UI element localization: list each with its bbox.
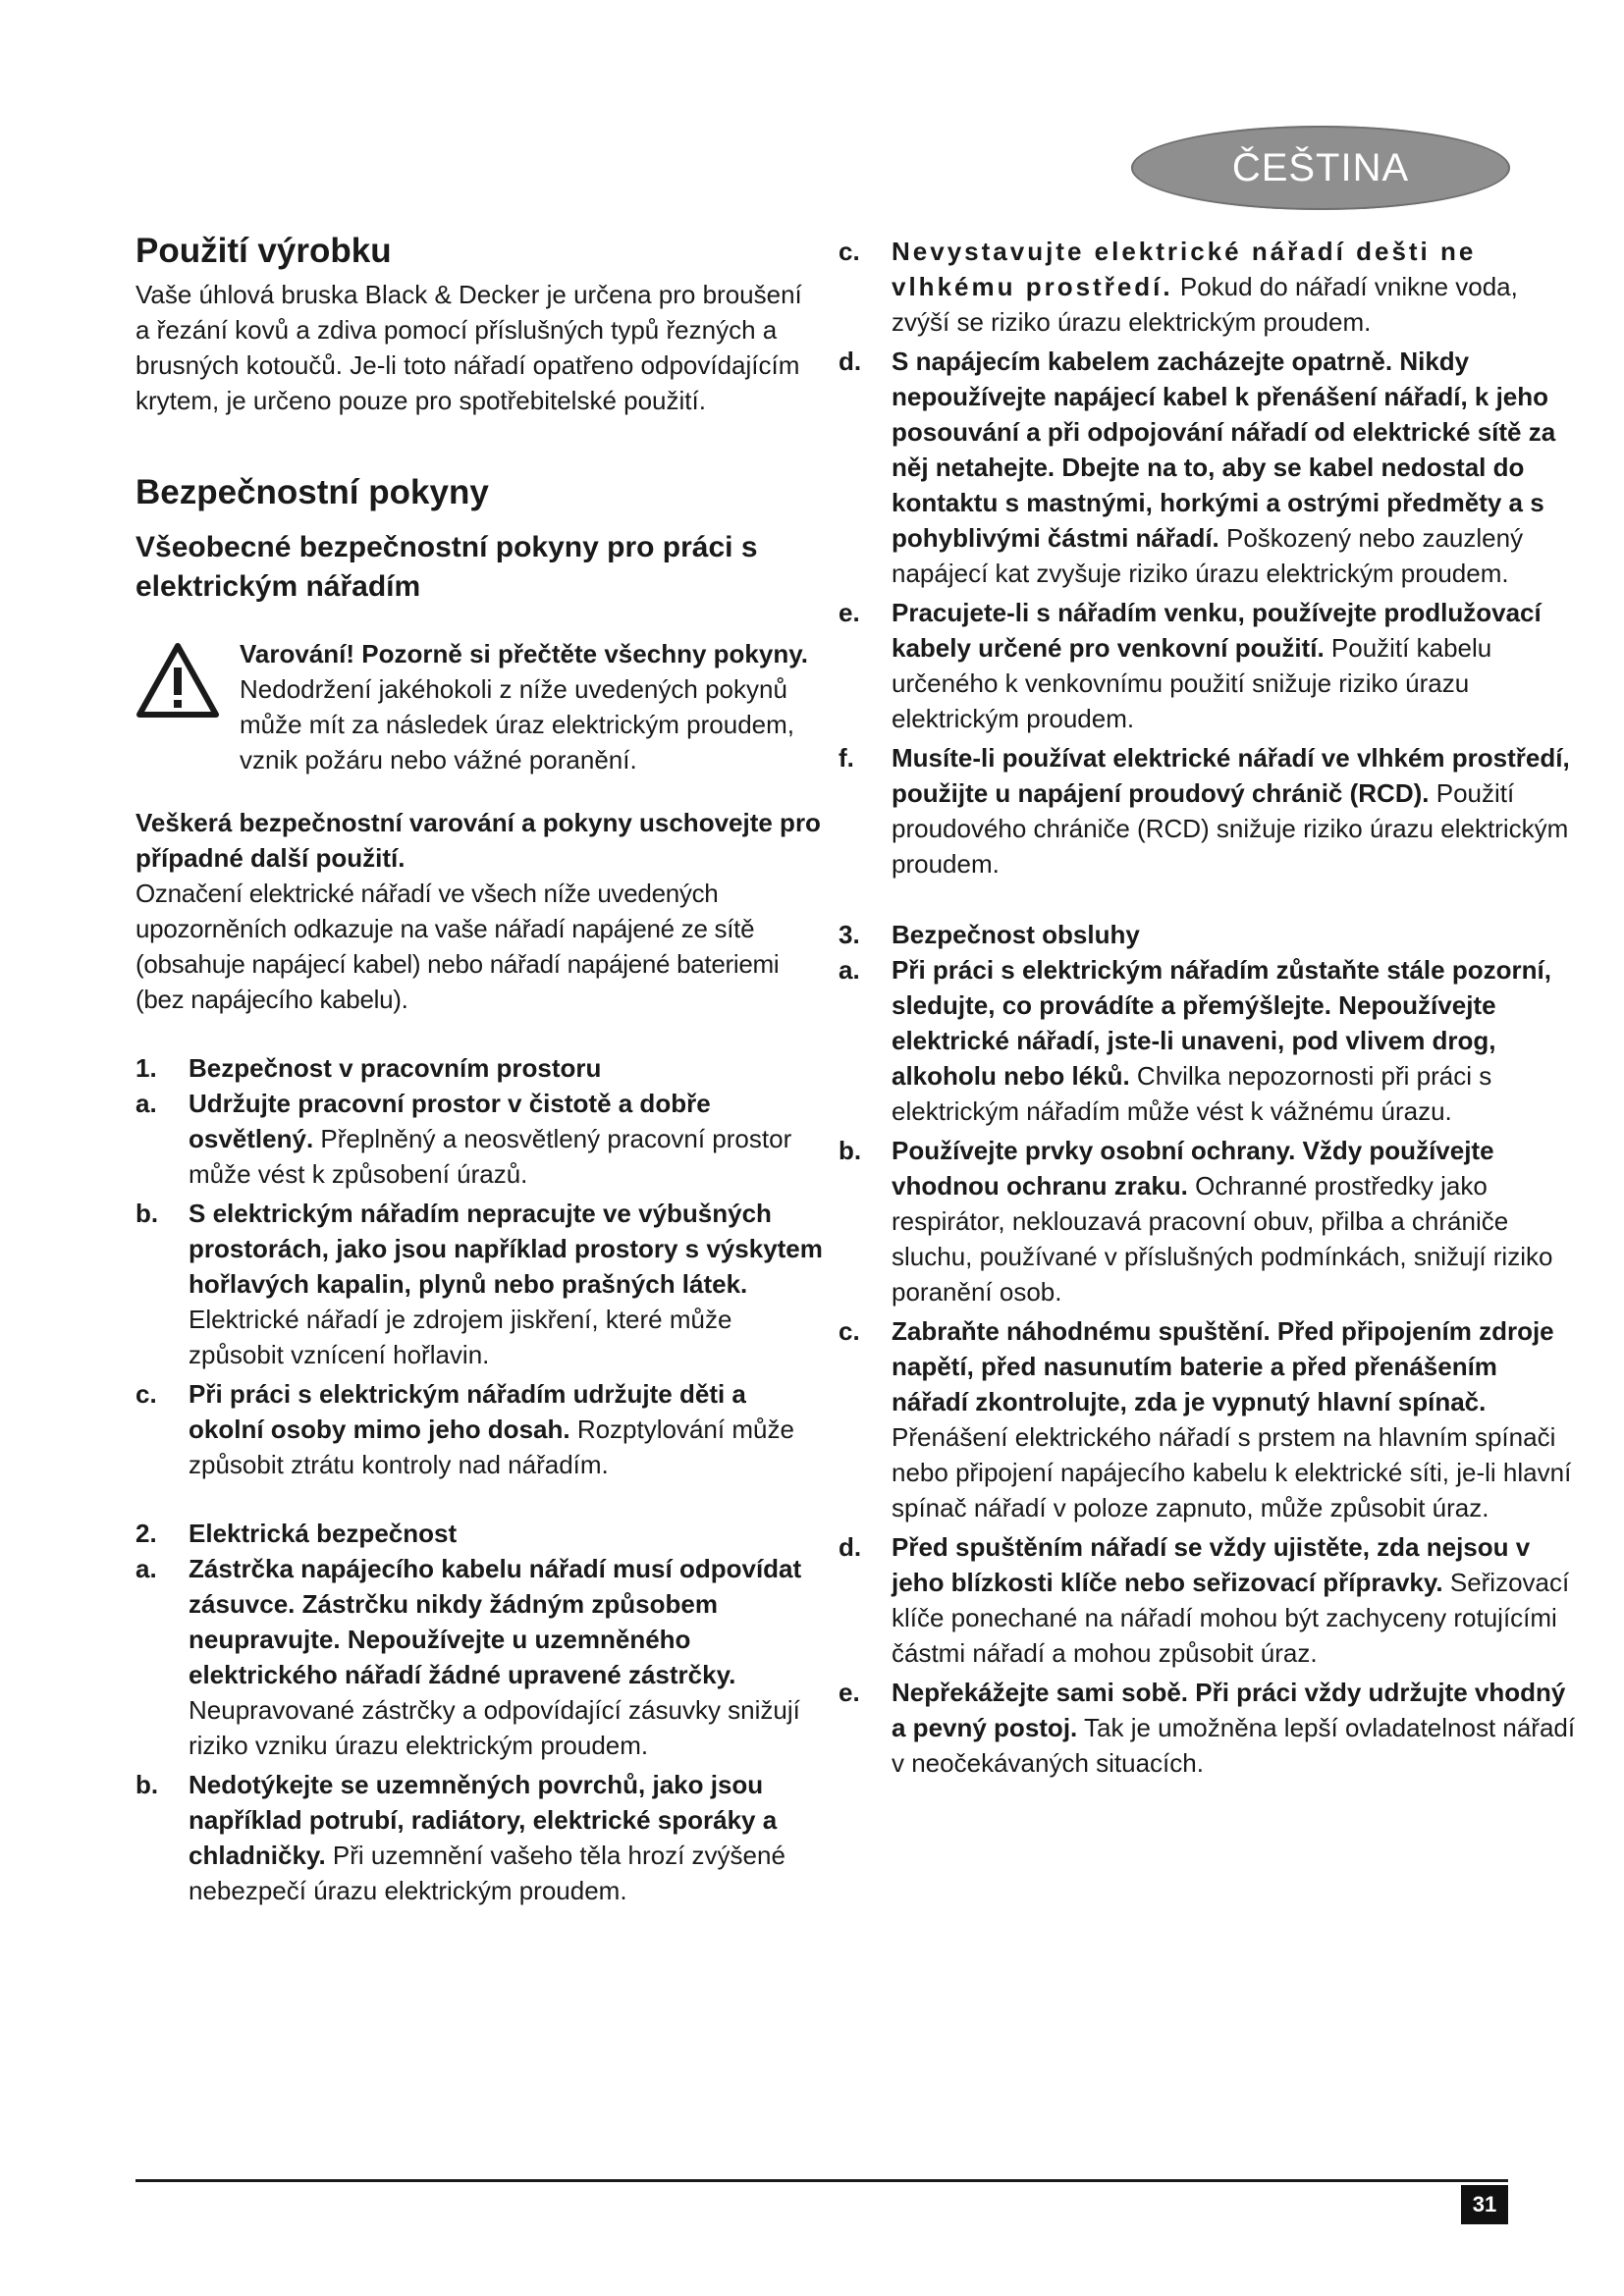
language-tab xyxy=(1131,126,1510,210)
warning-block xyxy=(135,636,823,777)
section-2-heading: 2. Elektrická bezpečnost xyxy=(135,1519,458,1548)
footer-rule xyxy=(135,2179,1508,2182)
list-item: a. Udržujte pracovní prostor v čistotě a dobře osvětlený. Přeplněný a neosvětlený pracovní prostor může vést k způsobení úrazů. xyxy=(135,1089,792,1189)
list-item: c. Nevystavujte elektrické nářadí dešti ne vlhkému prostředí. Pokud do nářadí vnikne voda, zvýší se riziko úrazu elektrickým proudem. xyxy=(839,237,1518,337)
usage-title: Použití výrobku xyxy=(135,232,392,270)
list-item: e. Pracujete-li s nářadím venku, používejte prodlužovací kabely určené pro venkovní použití. Použití kabelu určeného k venkovnímu použití snižuje riziko úrazu elektrickým proudem. xyxy=(839,598,1542,733)
section-1 xyxy=(135,1050,823,1482)
usage-text: Vaše úhlová bruska Black & Decker je určena pro broušení a řezání kovů a zdiva pomocí příslušných typů řezných a brusných kotoučů. Je-li toto nářadí opatřeno odpovídajícím krytem, je určeno pouze pro spotřebitelské použití. xyxy=(135,280,802,415)
warning-bold: Varování! Pozorně si přečtěte všechny pokyny. xyxy=(240,639,808,668)
section-1-heading: 1. Bezpečnost v pracovním prostoru xyxy=(135,1053,602,1083)
list-item: f. Musíte-li používat elektrické nářadí ve vlhkém prostředí, použijte u napájení proudový chránič (RCD). Použití proudového chrániče (RCD) snižuje riziko úrazu elektrickým proudem. xyxy=(839,743,1570,879)
list-item: a. Zástrčka napájecího kabelu nářadí musí odpovídat zásuvce. Zástrčku nikdy žádným způsobem neupravujte. Nepoužívejte u uzemněného elektrického nářadí žádné upravené zástrčky. Neupravované zástrčky a odpovídající zásuvky snižují riziko vzniku úrazu elektrickým proudem. xyxy=(135,1554,802,1760)
list-item: c. Při práci s elektrickým nářadím udržujte děti a okolní osoby mimo jeho dosah. Rozptylování může způsobit ztrátu kontroly nad nářadím. xyxy=(135,1379,794,1479)
safety-title: Bezpečnostní pokyny xyxy=(135,473,489,511)
section-2 xyxy=(135,1516,823,1908)
list-item: d. Před spuštěním nářadí se vždy ujistěte, zda nejsou v jeho blízkosti klíče nebo seřizovací přípravky. Seřizovací klíče ponechané na nářadí mohou být zachyceny rotujícími částmi nářadí a mohou způsobit úraz. xyxy=(839,1532,1570,1668)
left-column xyxy=(135,228,823,1908)
right-column xyxy=(839,234,1577,1781)
section-3-heading: 3. Bezpečnost obsluhy xyxy=(839,920,1140,949)
list-item: b. S elektrickým nářadím nepracujte ve výbušných prostorách, jako jsou například prostory s výskytem hořlavých kapalin, plynů nebo prašných látek. Elektrické nářadí je zdrojem jiskření, které může způsobit vznícení hořlavin. xyxy=(135,1199,823,1369)
list-item: b. Nedotýkejte se uzemněných povrchů, jako jsou například potrubí, radiátory, elektrické sporáky a chladničky. Při uzemnění vašeho těla hrozí zvýšené nebezpečí úrazu elektrickým proudem. xyxy=(135,1770,785,1905)
warning-text: Nedodržení jakéhokoli z níže uvedených pokynů může mít za následek úraz elektrickým proudem, vznik požáru nebo vážné poranění. xyxy=(240,674,794,774)
keep-instructions: Veškerá bezpečnostní varování a pokyny uschovejte pro případné další použití. xyxy=(135,808,821,873)
language-tab-label: ČEŠTINA xyxy=(1231,145,1410,189)
page-number: 31 xyxy=(1461,2185,1508,2224)
list-item: c. Zabraňte náhodnému spuštění. Před připojením zdroje napětí, před nasunutím baterie a před přenášením nářadí zkontrolujte, zda je vypnutý hlavní spínač. Přenášení elektrického nářadí s prstem na hlavním spínači nebo připojení napájecího kabelu k elektrické síti, je-li hlavní spínač nářadí v poloze zapnuto, může způsobit úraz. xyxy=(839,1316,1572,1522)
section-3 xyxy=(839,917,1577,1781)
warning-icon xyxy=(135,642,220,719)
general-safety-title: Všeobecné bezpečnostní pokyny pro práci s elektrickým nářadím xyxy=(135,531,758,603)
list-item: b. Používejte prvky osobní ochrany. Vždy používejte vhodnou ochranu zraku. Ochranné prostředky jako respirátor, neklouzavá pracovní obuv, přilba a chrániče sluchu, používané v příslušných podmínkách, snižují riziko poranění osob. xyxy=(839,1136,1553,1307)
keep-text: Označení elektrické nářadí ve všech níže uvedených upozorněních odkazuje na vaše nářadí napájené ze sítě (obsahuje napájecí kabel) nebo nářadí napájené bateriemi (bez napájecího kabelu). xyxy=(135,879,780,1014)
list-item: e. Nepřekážejte sami sobě. Při práci vždy udržujte vhodný a pevný postoj. Tak je umožněna lepší ovladatelnost nářadí v neočekávaných situacích. xyxy=(839,1678,1576,1778)
list-item: a. Při práci s elektrickým nářadím zůstaňte stále pozorní, sledujte, co provádíte a přemýšlejte. Nepoužívejte elektrické nářadí, jste-li unaveni, pod vlivem drog, alkoholu nebo léků. Chvilka nepozornosti při práci s elektrickým nářadím může vést k vážnému úrazu. xyxy=(839,955,1551,1126)
list-item: d. S napájecím kabelem zacházejte opatrně. Nikdy nepoužívejte napájecí kabel k přenášení nářadí, k jeho posouvání a při odpojování nářadí od elektrické sítě za něj netahejte. Dbejte na to, aby se kabel nedostal do kontaktu s mastnými, horkými a ostrými předměty a s pohyblivými částmi nářadí. Poškozený nebo zauzlený napájecí kat zvyšuje riziko úrazu elektrickým proudem. xyxy=(839,347,1556,588)
